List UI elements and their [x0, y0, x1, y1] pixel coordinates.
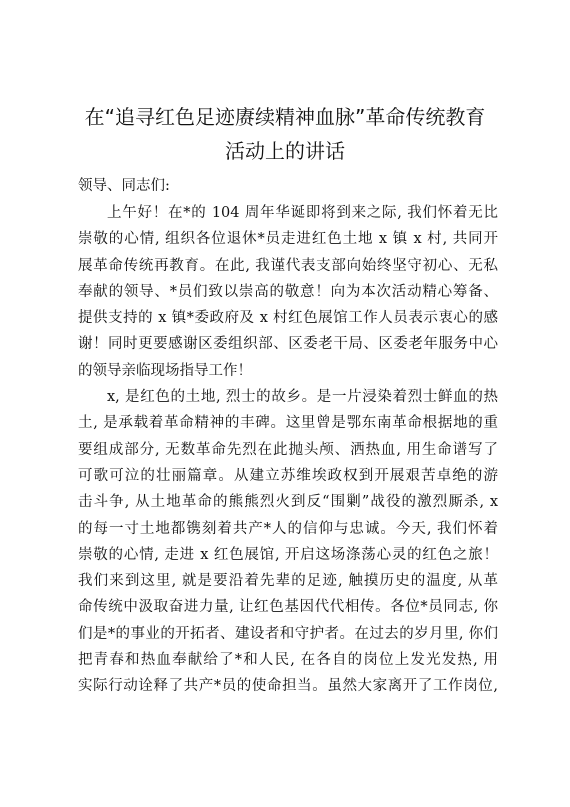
speech-body: [78, 200, 498, 700]
body-line: 击斗争, 从土地革命的熊熊烈火到反“围剿”战役的激烈厮杀, x: [78, 494, 498, 511]
body-line: 可歌可泣的壮丽篇章。从建立苏维埃政权到开展艰苦卓绝的游: [78, 467, 498, 484]
body-line: 把青春和热血奉献给了*和人民, 在各自的岗位上发光发热, 用: [78, 652, 498, 669]
body-line: 崇敬的心情, 走进 x 红色展馆, 开启这场涤荡心灵的红色之旅！: [78, 546, 498, 563]
body-line: 提供支持的 x 镇*委政府及 x 村红色展馆工作人员表示衷心的感: [78, 310, 498, 327]
body-line: 崇敬的心情, 组织各位退休*员走进红色土地 x 镇 x 村, 共同开: [78, 231, 498, 248]
body-line: 土, 是承载着革命精神的丰碑。这里曾是鄂东南革命根据地的重: [78, 415, 498, 432]
body-line: 我们来到这里, 就是要沿着先辈的足迹, 触摸历史的温度, 从革: [78, 573, 498, 590]
speech-title: [60, 100, 510, 168]
body-line: 展革命传统再教育。在此, 我谨代表支部向始终坚守初心、无私: [78, 257, 498, 274]
body-line: 上午好！在*的 104 周年华诞即将到来之际, 我们怀着无比: [107, 205, 498, 221]
body-line: x, 是红色的土地, 烈士的故乡。是一片浸染着烈士鲜血的热: [107, 389, 498, 406]
title-line-1: 在“追寻红色足迹赓续精神血脉”革命传统教育: [84, 105, 486, 129]
body-line: 实际行动诠释了共产*员的使命担当。虽然大家离开了工作岗位,: [78, 678, 498, 695]
body-line: 们是*的事业的开拓者、建设者和守护者。在过去的岁月里, 你们: [78, 625, 498, 642]
title-line-2: 活动上的讲话: [225, 139, 345, 163]
salutation: 领导、同志们:: [78, 178, 170, 194]
body-line: 要组成部分, 无数革命先烈在此抛头颅、洒热血, 用生命谱写了: [78, 441, 498, 458]
body-line: 的每一寸土地都镌刻着共产*人的信仰与忠诚。今天, 我们怀着: [78, 520, 498, 537]
body-line: 奉献的领导、*员们致以崇高的敬意！向为本次活动精心筹备、: [78, 283, 498, 300]
body-line: 谢！同时更要感谢区委组织部、区委老干局、区委老年服务中心: [78, 336, 498, 353]
body-line: 命传统中汲取奋进力量, 让红色基因代代相传。各位*员同志, 你: [78, 599, 498, 616]
body-line: 的领导亲临现场指导工作！: [78, 362, 252, 379]
